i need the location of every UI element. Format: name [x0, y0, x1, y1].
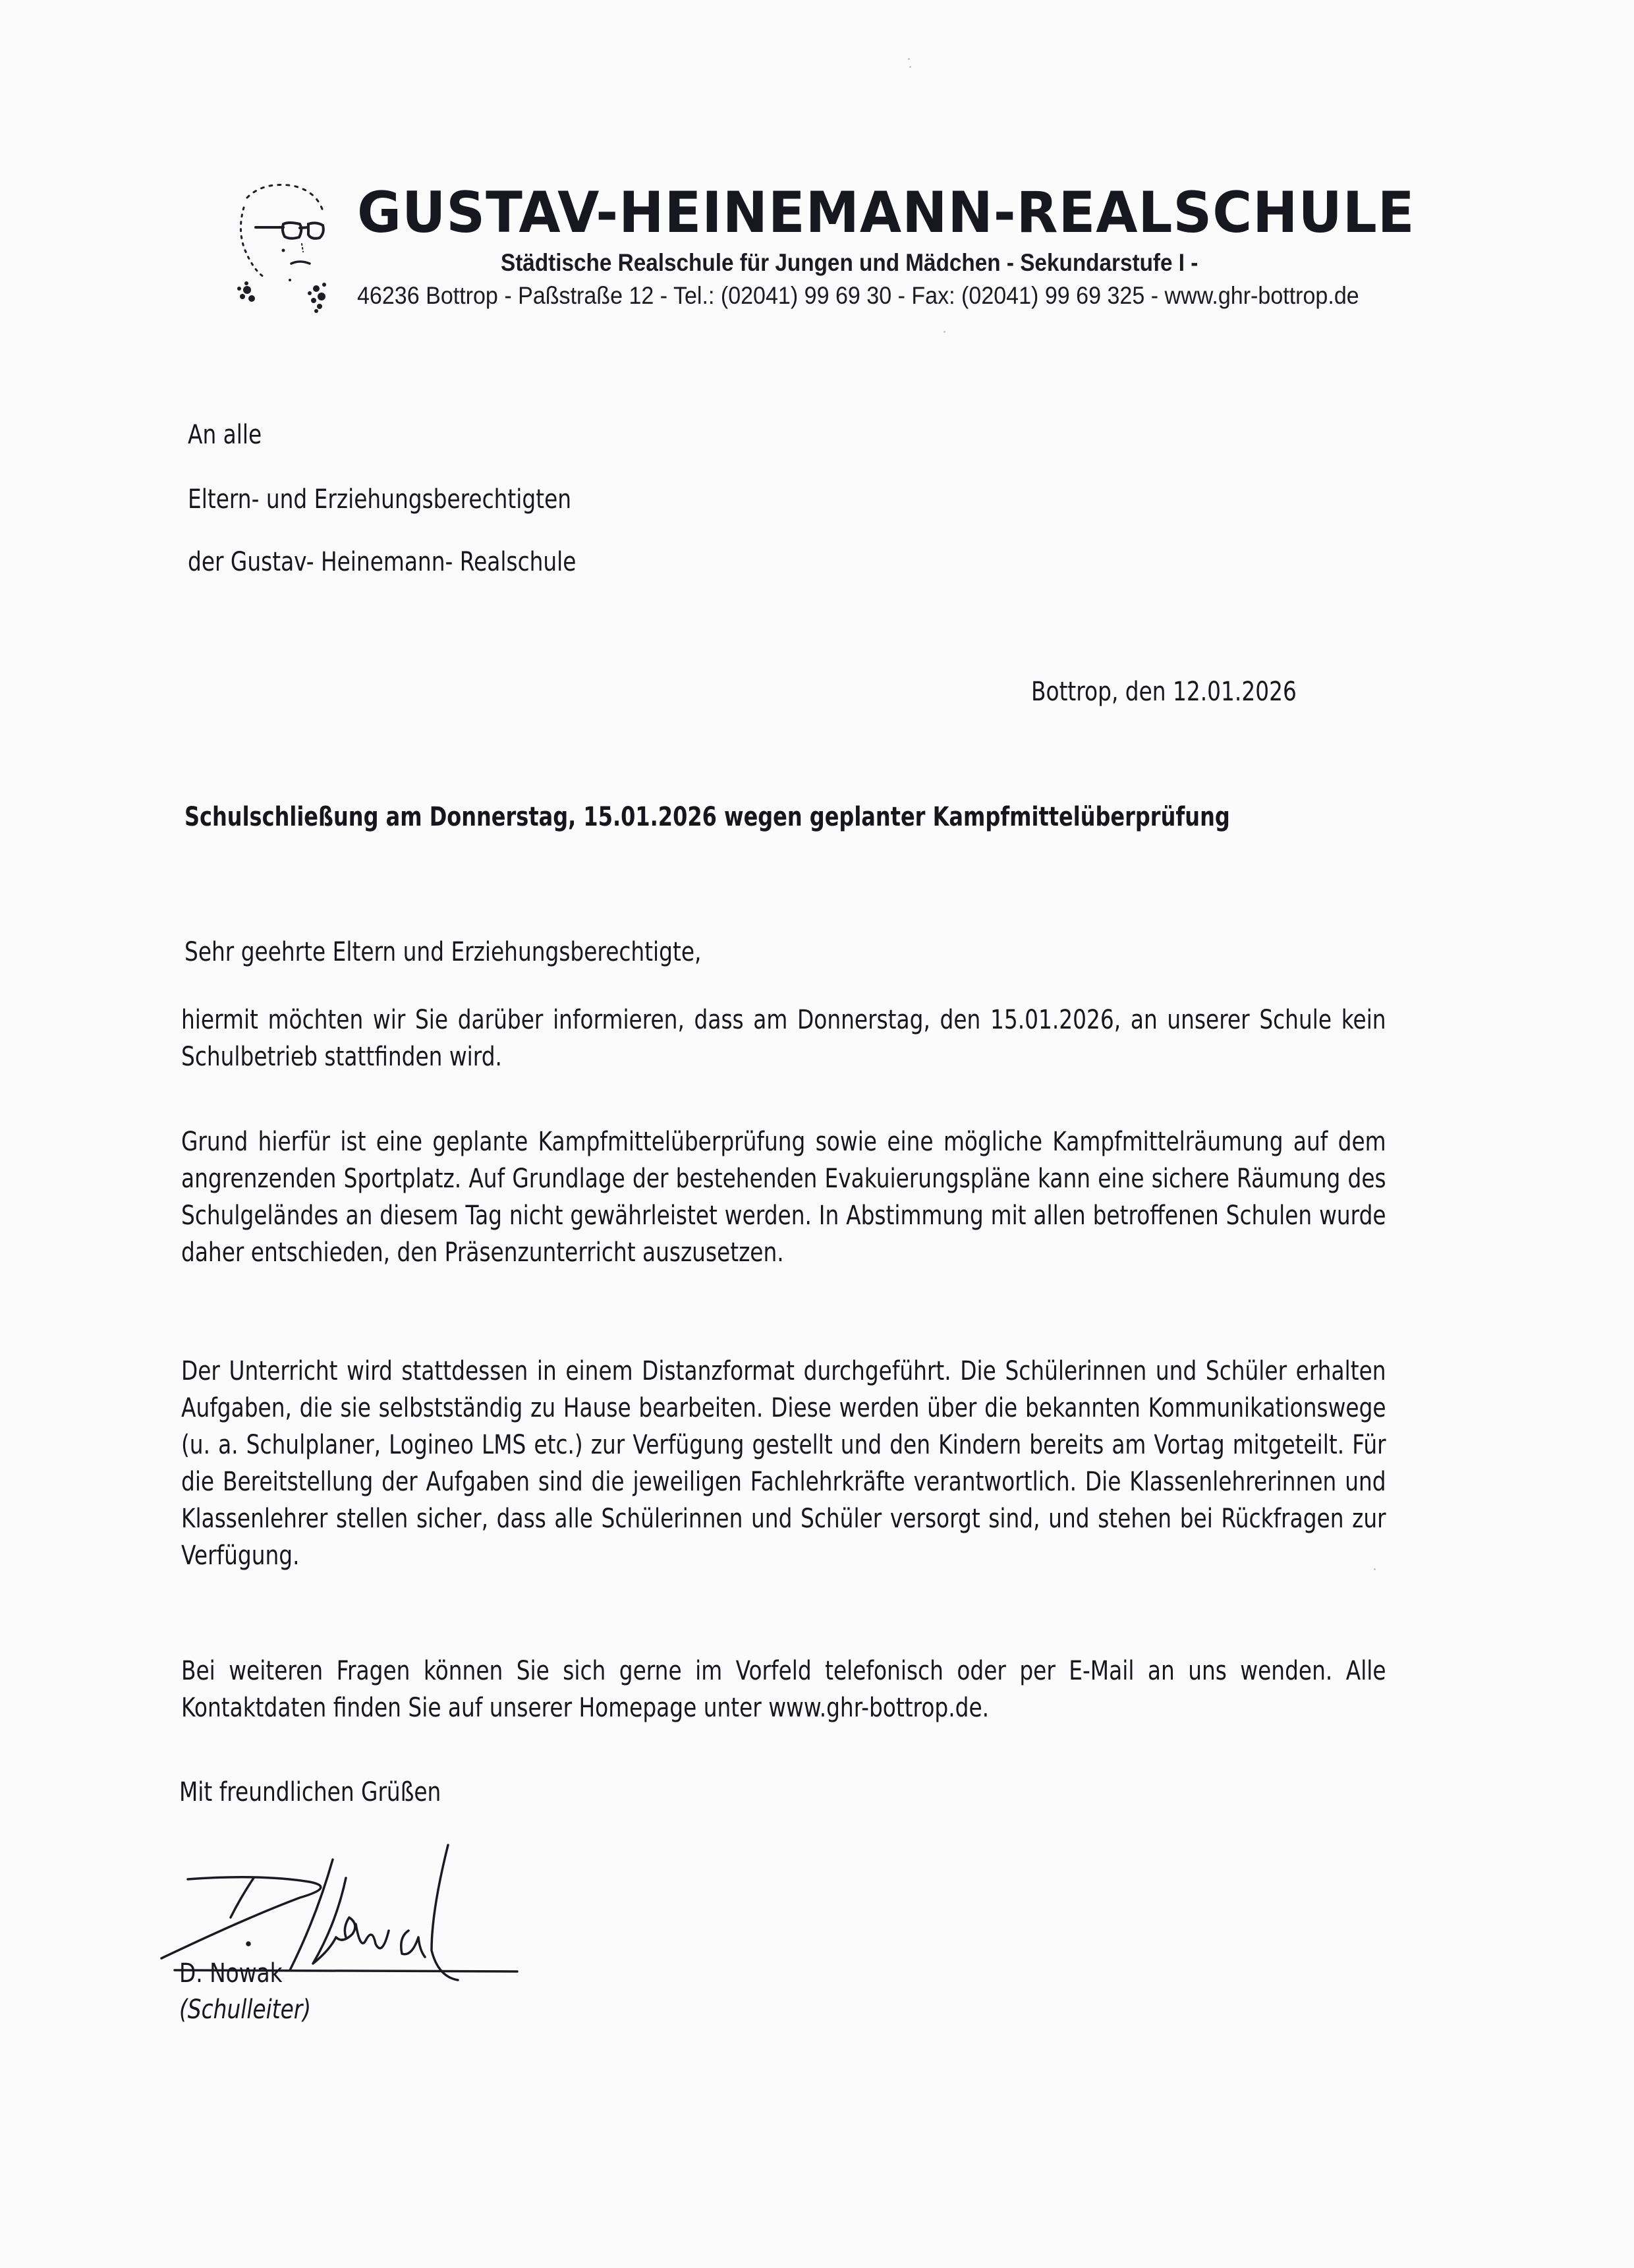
recipient-line: der Gustav- Heinemann- Realschule: [188, 547, 577, 577]
signer-role: (Schulleiter): [179, 1995, 312, 2025]
school-address: 46236 Bottrop - Paßstraße 12 - Tel.: (02041) 99 69 30 - Fax: (02041) 99 69 325 - www.ghr-bottrop.de: [357, 282, 1359, 309]
body-paragraph: [181, 1353, 1387, 1574]
body-paragraph: [181, 1653, 1387, 1726]
recipient-line: An alle: [188, 420, 262, 450]
signer-name: D. Nowak: [179, 1958, 283, 1989]
portrait-with-glasses-icon: [217, 171, 336, 316]
paragraph-text: Grund hierfür ist eine geplante Kampfmittelüberprüfung sowie eine mögliche Kampfmittelräumung auf dem angrenzenden Sportplatz. Auf Grundlage der bestehenden Evakuierungspläne kann eine sichere Räumung des Schulgeländes an diesem Tag nicht gewährleistet werden. In Abstimmung mit allen betroffenen Schulen wurde daher entschieden, den Präsenzunterricht auszusetzen.: [181, 1127, 1386, 1268]
body-paragraph: [181, 1002, 1387, 1075]
paragraph-text: Der Unterricht wird stattdessen in einem Distanzformat durchgeführt. Die Schülerinnen und Schüler erhalten Aufgaben, die sie selbstständig zu Hause bearbeiten. Diese werden über die bekannten Kommunikationswege (u. a. Schulplaner, Logineo LMS etc.) zur Verfügung gestellt und den Kindern bereits am Vortag mitgeteilt. Für die Bereitstellung der Aufgaben sind die jeweiligen Fachlehrkräfte verantwortlich. Die Klassenlehrerinnen und Klassenlehrer stellen sicher, dass alle Schülerinnen und Schüler versorgt sind, und stehen bei Rückfragen zur Verfügung.: [181, 1356, 1386, 1571]
subject-line: Schulschließung am Donnerstag, 15.01.2026 wegen geplanter Kampfmittelüberprüfung: [184, 802, 1230, 832]
school-name: GUSTAV-HEINEMANN-REALSCHULE: [357, 180, 1415, 246]
paragraph-text: Bei weiteren Fragen können Sie sich gerne im Vorfeld telefonisch oder per E-Mail an uns wenden. Alle Kontaktdaten finden Sie auf unserer Homepage unter www.ghr-bottrop.de.: [181, 1656, 1386, 1723]
closing-line: Mit freundlichen Grüßen: [179, 1777, 441, 1807]
salutation: Sehr geehrte Eltern und Erziehungsberechtigte,: [184, 937, 702, 967]
recipient-line: Eltern- und Erziehungsberechtigten: [188, 484, 572, 515]
date-line: Bottrop, den 12.01.2026: [1031, 677, 1297, 707]
letterhead: [217, 165, 1415, 316]
body-paragraph: [181, 1123, 1387, 1271]
school-subtitle: Städtische Realschule für Jungen und Mädchen - Sekundarstufe I -: [501, 249, 1198, 276]
paragraph-text: hiermit möchten wir Sie darüber informieren, dass am Donnerstag, den 15.01.2026, an unserer Schule kein Schulbetrieb stattfinden wird.: [181, 1005, 1386, 1072]
